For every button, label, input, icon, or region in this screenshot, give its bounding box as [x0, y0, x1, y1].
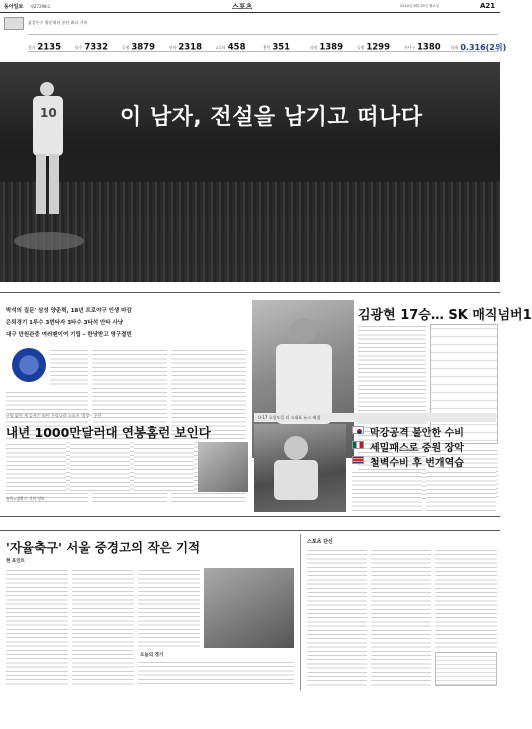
stats-row	[28, 34, 507, 53]
sports-briefs	[300, 534, 500, 691]
player-figure	[30, 82, 66, 252]
article5-body-col2	[72, 568, 134, 686]
article3-byline: 뉴욕=장환수 기자 정보	[6, 496, 45, 501]
briefs-body-col2	[371, 548, 431, 686]
article5-headline: '자율축구' 서울 중경고의 작은 기적	[6, 540, 201, 555]
stat-label: 안타	[169, 44, 177, 50]
stat-cell	[216, 37, 263, 51]
article3-kicker-line: 구멍 뚫린 세 듬사는 뛰어 우리나라 스포츠 '희망'– 우산	[6, 413, 102, 418]
paper-logo: 동아일보	[4, 4, 24, 10]
hero-caption	[4, 284, 496, 292]
article3-body-col2	[70, 442, 130, 492]
stat-cell	[263, 37, 310, 51]
briefs-body-col1	[307, 548, 367, 686]
stat-value: 1380	[417, 42, 441, 53]
article3-body-col1	[6, 442, 66, 492]
today-games-title: 오늘의 경기	[140, 653, 164, 658]
article1-sub1: 은퇴경기 1루수 3번타자 3타수 3타석 안타 사냥	[6, 320, 124, 326]
stat-cell	[404, 37, 451, 51]
article5-body-col1	[6, 568, 68, 686]
hero-photo	[0, 62, 500, 282]
article-5	[0, 534, 300, 691]
stat-label: 타점	[310, 44, 318, 50]
hero-headline: 이 남자, 전설을 남기고 떠나다	[120, 105, 423, 130]
article4-body-col2	[426, 470, 496, 512]
article3-photo	[198, 442, 248, 492]
stat-cell	[122, 37, 169, 51]
mexico-flag-icon	[352, 441, 364, 449]
article3-area	[0, 410, 250, 411]
article4-item3: 철벽수비 후 번개역습	[370, 458, 464, 469]
stat-cell	[357, 37, 404, 51]
article-3-content	[0, 300, 250, 301]
masthead	[0, 0, 500, 14]
stat-cell	[451, 37, 507, 52]
stat-value: 7332	[84, 42, 109, 53]
stat-value: 0.316(2위)	[460, 43, 507, 52]
korea-flag-icon	[352, 426, 364, 434]
hanwha-logo-box	[4, 17, 24, 30]
lions-logo	[12, 348, 46, 382]
article5-photo	[204, 568, 294, 648]
stat-cell	[310, 37, 357, 51]
stats-title: 삼성투수 양준혁의 통산 최다 기록	[28, 20, 88, 25]
stat-value: 2318	[178, 42, 203, 53]
article5-body-col3	[138, 568, 200, 648]
article4-body-col1	[352, 470, 422, 512]
article3-headline: 내년 1000만달러대 연봉홈런 보인다	[6, 425, 211, 440]
nkorea-flag-icon	[352, 456, 364, 464]
briefs-title: 스포츠 단신	[307, 539, 333, 545]
jersey-number: 10	[40, 106, 57, 120]
article3-body-col3	[134, 442, 194, 492]
crowd-texture	[0, 182, 500, 282]
stat-value: 2135	[37, 42, 62, 53]
stat-value: 458	[227, 42, 246, 53]
stats-bar	[0, 14, 507, 58]
stat-cell	[169, 37, 216, 51]
briefs-body-col3	[435, 548, 497, 648]
stat-value: 1389	[319, 42, 344, 53]
stat-value: 3879	[131, 42, 156, 53]
stat-value: 1299	[366, 42, 391, 53]
today-games-list	[138, 660, 294, 686]
article1-body-col1	[50, 348, 88, 388]
stat-label: 득점	[357, 44, 365, 50]
stat-label: 득점	[122, 44, 130, 50]
issue-date: 2010년 8월 29일 월요일	[400, 4, 440, 8]
stat-value: 351	[272, 42, 291, 53]
stat-label: 2루타	[216, 44, 226, 50]
article4-item1: 막강공격 불안한 수비	[370, 428, 464, 439]
briefs-table	[435, 652, 497, 686]
stat-label: 홈런	[263, 44, 271, 50]
article4-item2: 세밀패스로 중원 장악	[370, 443, 464, 454]
stat-label: 사사구	[404, 44, 416, 50]
article1-kicker: 박석의 질문' 삼성 양준혁, 18년 프로야구 인생 마감	[6, 308, 132, 314]
stat-label: 타율	[451, 44, 459, 50]
stage-light	[14, 232, 84, 250]
issue-number: 제27298호	[30, 3, 51, 9]
article4-kicker: U-17 호랑도일 리 소대표 뉴스 배경	[258, 415, 321, 420]
article4-photo	[254, 424, 346, 512]
stat-label: 타수	[75, 44, 83, 50]
stat-cell	[28, 37, 75, 51]
page-number: A21	[480, 2, 496, 10]
article2-headline: 김광현 17승… SK 매직넘버1	[358, 308, 532, 323]
stat-cell	[75, 37, 122, 51]
stat-label: 경기	[28, 44, 36, 50]
article5-label: 현 포인트	[6, 559, 25, 564]
section-title: 스포츠	[232, 3, 253, 11]
article1-sub2: 대구 만원관중 여러팬이여 기립 – 한당받고 영구결번	[6, 332, 132, 338]
